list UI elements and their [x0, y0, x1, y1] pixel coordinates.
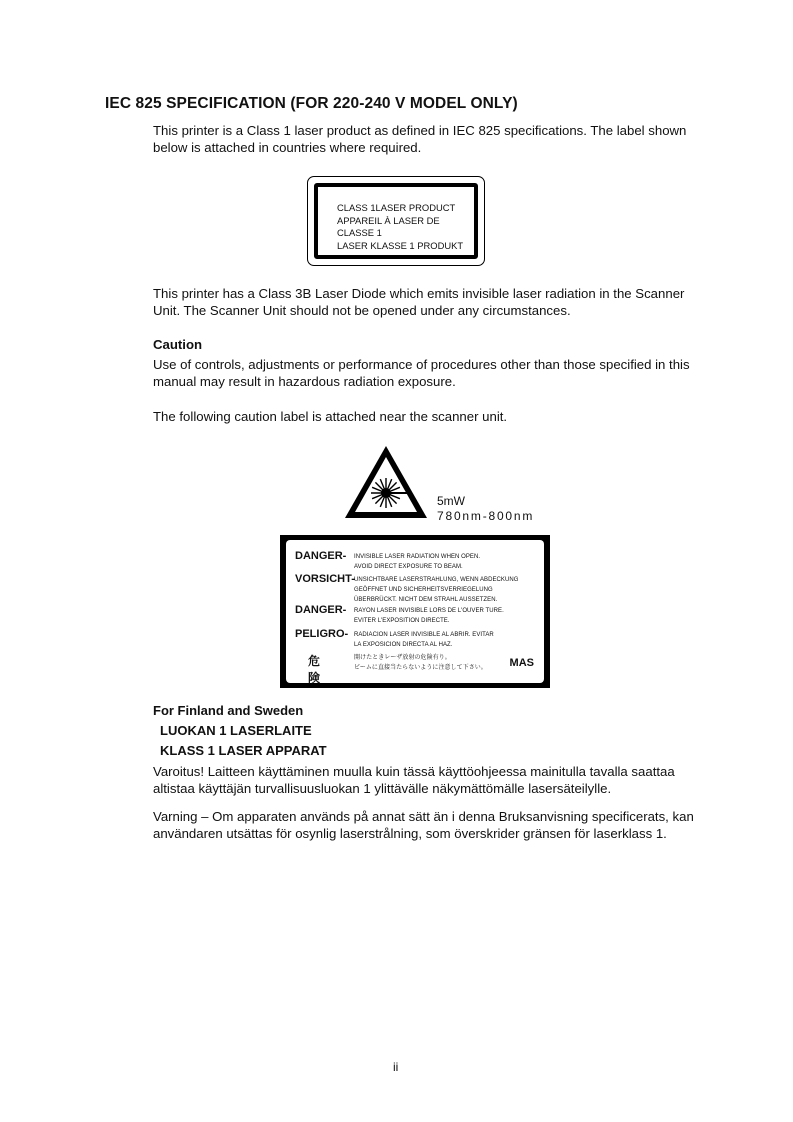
kiken-key: 危 険 — [308, 654, 331, 685]
vorsicht-line1: UNSICHTBARE LASERSTRAHLUNG, WENN ABDECKUNG — [354, 577, 519, 583]
varoitus-paragraph: Varoitus! Laitteen käyttäminen muulla kuin tässä käyttöohjeessa mainitulla tavalla saattaa altistaa käyttäjän turvallisuusluokan 1 ylittävälle näkymättömälle lasersäteilylle. — [153, 764, 675, 796]
intro-paragraph: This printer is a Class 1 laser product as defined in IEC 825 specifications. The label shown below is attached in countries where required. — [153, 123, 687, 155]
danger-en-line1: INVISIBLE LASER RADIATION WHEN OPEN. — [354, 554, 481, 560]
class1-label-line2: APPAREIL À LASER DE CLASSE 1 — [337, 214, 440, 238]
danger-fr-line1: RAYON LASER INVISIBLE LORS DE L'OUVER TURE. — [354, 608, 504, 614]
kiken-line2: ビームに直接当たらないように注意して下さい。 — [354, 665, 487, 671]
class1-laser-label — [307, 176, 485, 266]
caution-label-intro: The following caution label is attached near the scanner unit. — [153, 409, 508, 424]
danger-label-panel — [286, 540, 544, 683]
laser-spec — [437, 494, 534, 524]
finland-sweden-heading: For Finland and Sweden — [153, 703, 304, 718]
class1-label-line3: LASER KLASSE 1 PRODUKT — [337, 239, 464, 251]
kiken-line1: 開けたときレーザ放射の危険有り。 — [354, 655, 451, 661]
class1-label-frame — [314, 183, 478, 259]
class1-label-line1: CLASS 1LASER PRODUCT — [337, 202, 456, 213]
danger-caution-label — [280, 535, 550, 688]
peligro-key: PELIGRO- — [295, 628, 349, 640]
diode-paragraph: This printer has a Class 3B Laser Diode which emits invisible laser radiation in the Scanner Unit. The Scanner Unit should not be opened under any circumstances. — [153, 286, 685, 318]
vorsicht-line3: ÜBERBRÜCKT. NICHT DEM STRAHL AUSSETZEN. — [354, 597, 498, 603]
laser-warning-triangle-icon — [343, 444, 429, 520]
danger-fr-line2: EVITER L'EXPOSITION DIRECTE. — [354, 618, 450, 624]
peligro-line1: RADIACION LASER INVISIBLE AL ABRIR. EVITAR — [354, 632, 494, 638]
finland-subheading-2: KLASS 1 LASER APPARAT — [160, 743, 327, 758]
peligro-line2: LA EXPOSICION DIRECTA AL HAZ. — [354, 642, 453, 648]
danger-fr-key: DANGER- — [295, 604, 347, 616]
danger-en-line2: AVOID DIRECT EXPOSURE TO BEAM. — [354, 564, 463, 570]
caution-paragraph: Use of controls, adjustments or performance of procedures other than those specified in this manual may result in hazardous radiation exposure. — [153, 357, 690, 389]
page-number: ii — [393, 1060, 399, 1074]
caution-title: Caution — [153, 337, 203, 352]
laser-power: 5mW — [437, 494, 465, 508]
vorsicht-key: VORSICHT- — [295, 573, 355, 585]
laser-wavelength: 780nm-800nm — [437, 509, 535, 523]
vorsicht-line2: GEÖFFNET UND SICHERHEITSVERRIEGELUNG — [354, 587, 493, 593]
finland-subheading-1: LUOKAN 1 LASERLAITE — [160, 723, 312, 738]
danger-en-key: DANGER- — [295, 550, 347, 562]
section-heading: IEC 825 SPECIFICATION (FOR 220-240 V MODEL ONLY) — [105, 95, 518, 112]
varning-paragraph: Varning – Om apparaten används på annat sätt än i denna Bruksanvisning specificerats, kan användaren utsättas för osynlig laserstrålning, som överskrider gränsen för laserklass 1. — [153, 809, 694, 841]
mas-mark: MAS — [509, 657, 534, 669]
